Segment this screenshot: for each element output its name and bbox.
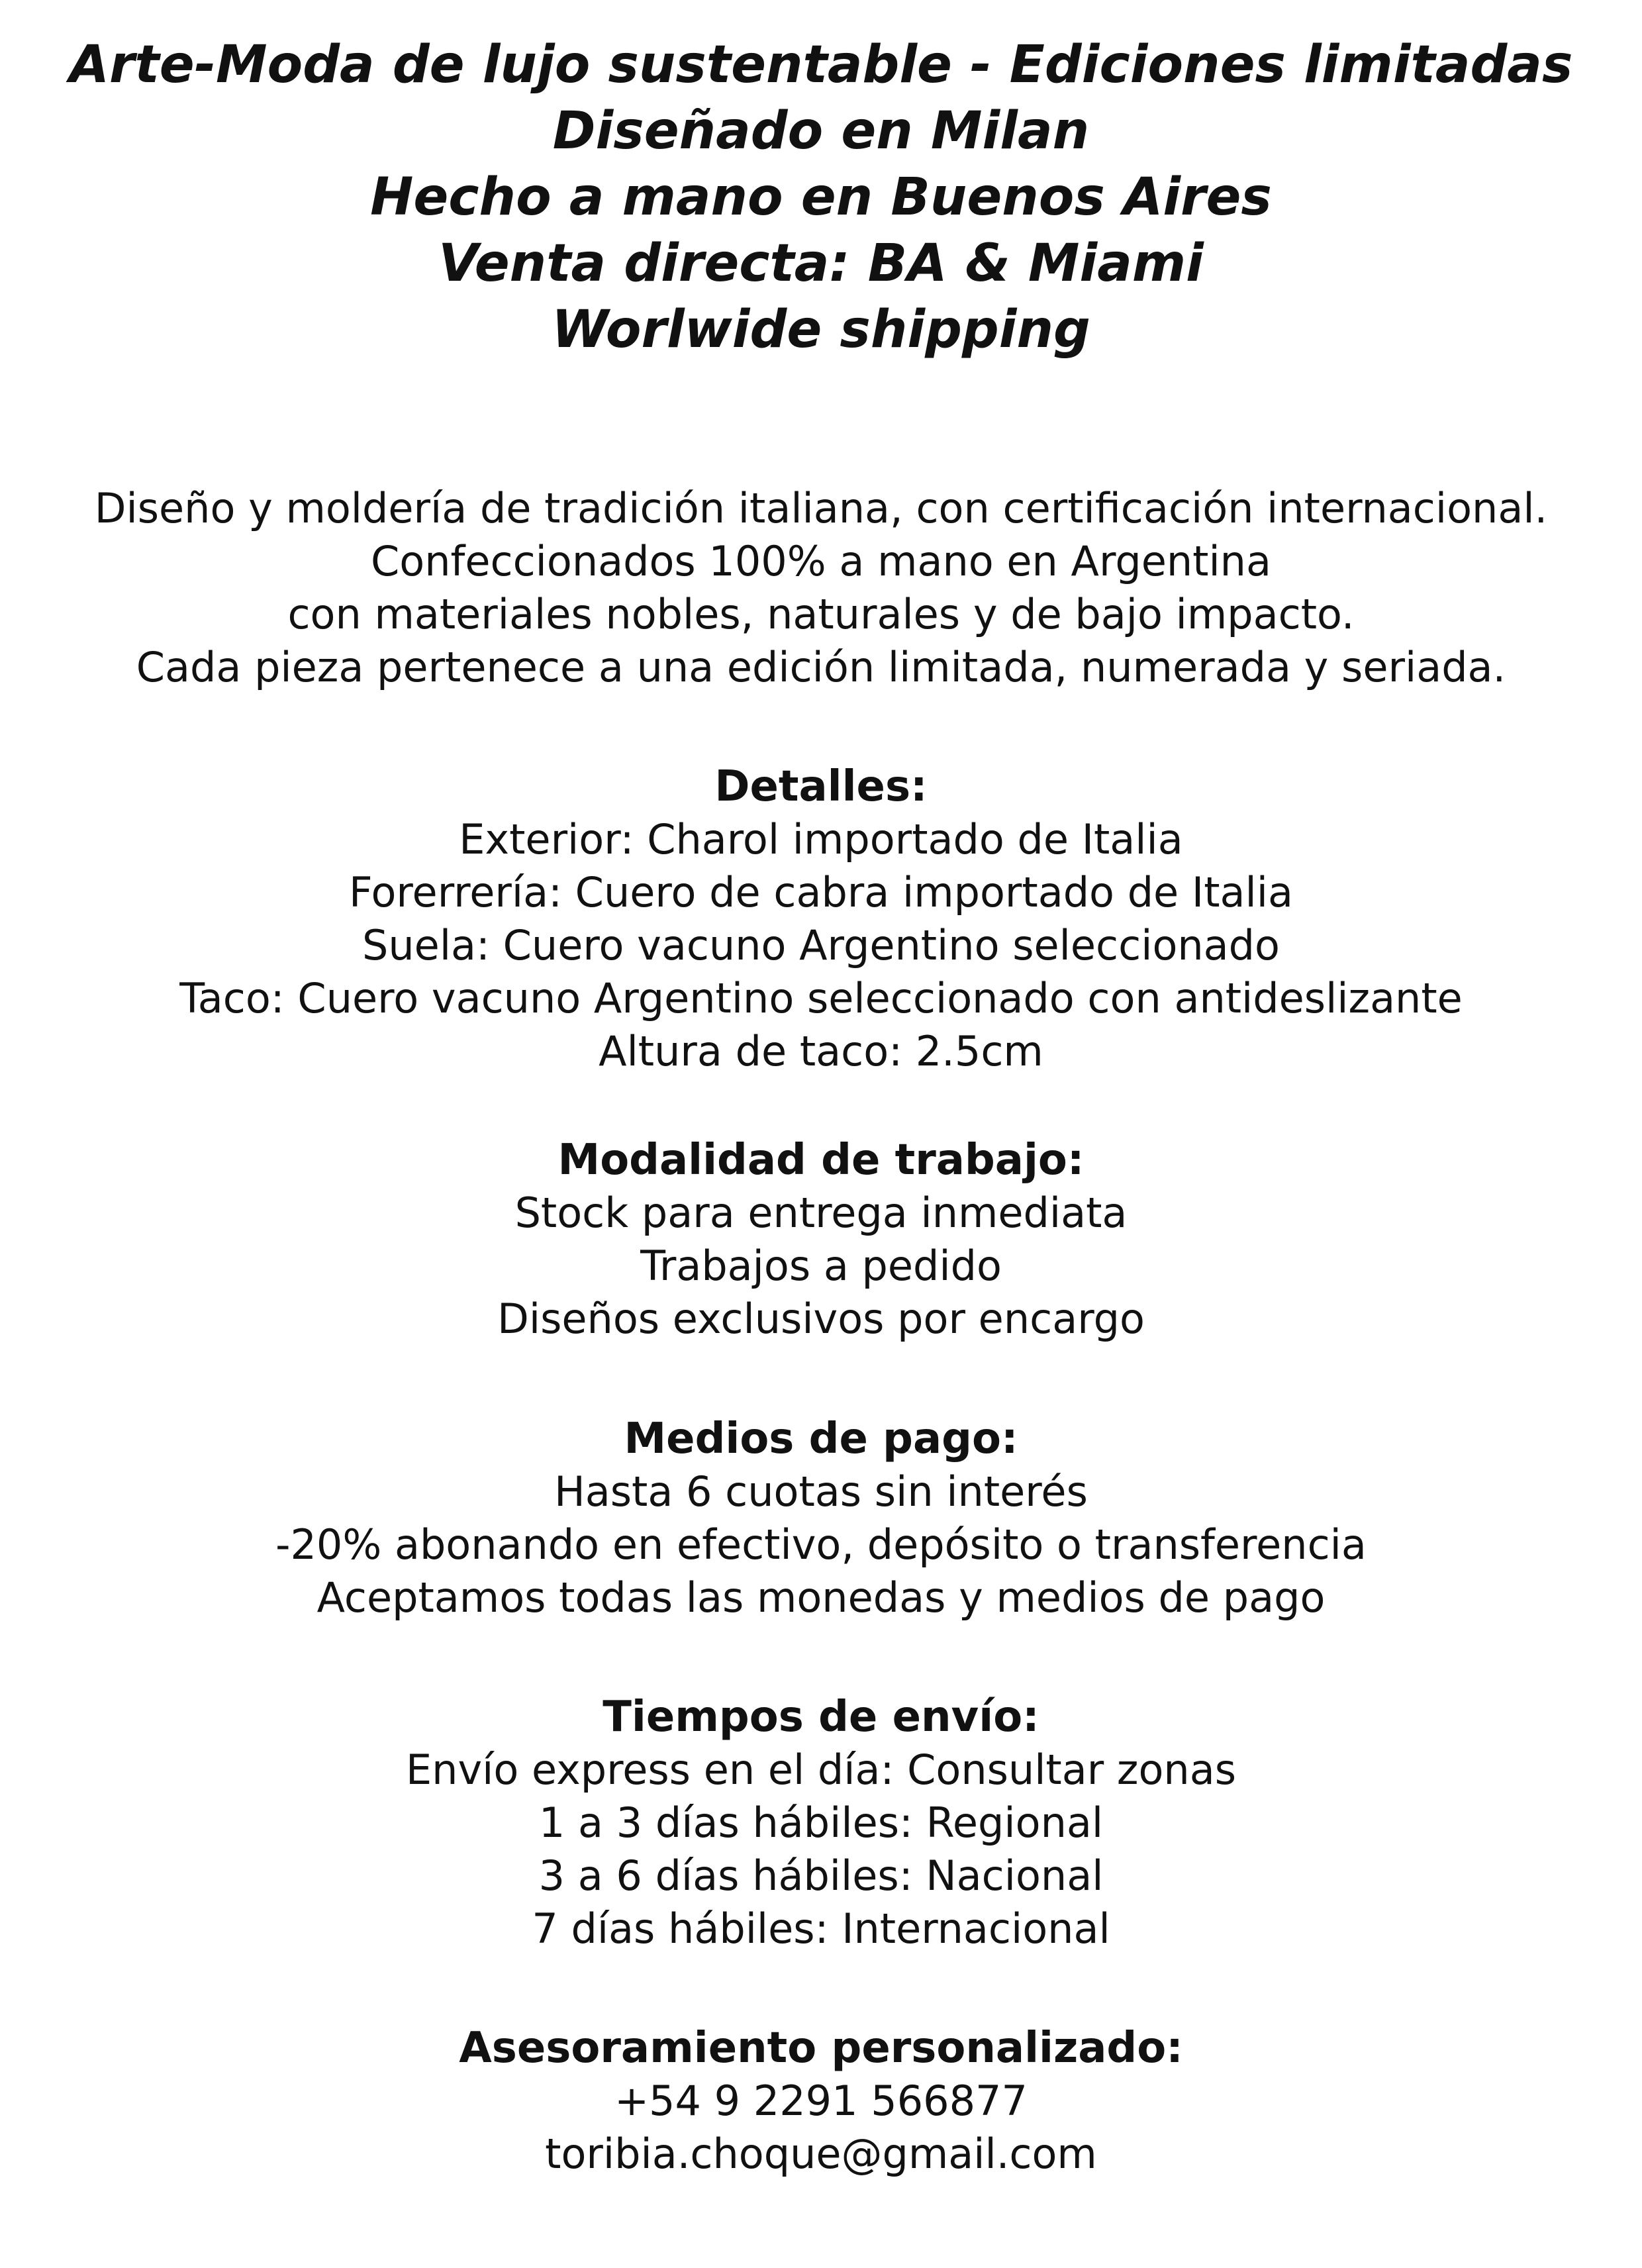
headline-line: Arte-Moda de lujo sustentable - Ediciones limitadas <box>69 35 1573 95</box>
headline-block <box>0 32 1642 363</box>
section-medios-de-pago <box>0 1412 1642 1624</box>
pago-line: Hasta 6 cuotas sin interés <box>554 1467 1088 1516</box>
section-detalles <box>0 760 1642 1078</box>
detail-line: Taco: Cuero vacuno Argentino seleccionado con antideslizante <box>179 974 1463 1022</box>
modalidad-line: Stock para entrega inmediata <box>514 1189 1128 1237</box>
phone-number: +54 9 2291 566877 <box>614 2077 1028 2125</box>
modalidad-line: Diseños exclusivos por encargo <box>497 1295 1145 1343</box>
section-heading: Medios de pago: <box>624 1414 1018 1463</box>
intro-line: Cada pieza pertenece a una edición limitada, numerada y seriada. <box>136 643 1506 691</box>
headline-line: Diseñado en Milan <box>552 101 1090 161</box>
section-heading: Modalidad de trabajo: <box>557 1136 1085 1185</box>
headline-line: Venta directa: BA & Miami <box>438 234 1204 293</box>
intro-line: Diseño y moldería de tradición italiana, con certificación internacional. <box>94 484 1548 532</box>
section-modalidad <box>0 1134 1642 1346</box>
intro-line: Confeccionados 100% a mano en Argentina <box>371 537 1271 585</box>
section-heading: Detalles: <box>714 762 928 811</box>
intro-paragraph <box>0 482 1642 694</box>
detail-line: Suela: Cuero vacuno Argentino seleccionado <box>362 921 1280 969</box>
envio-line: Envío express en el día: Consultar zonas <box>405 1746 1237 1794</box>
detail-line: Exterior: Charol importado de Italia <box>459 815 1183 863</box>
section-asesoramiento <box>0 2022 1642 2181</box>
modalidad-line: Trabajos a pedido <box>640 1242 1002 1290</box>
pago-line: -20% abonando en efectivo, depósito o transferencia <box>275 1520 1367 1569</box>
section-tiempos-de-envio <box>0 1691 1642 1955</box>
detail-line: Altura de taco: 2.5cm <box>599 1027 1043 1075</box>
email-address: toribia.choque@gmail.com <box>545 2130 1097 2178</box>
envio-line: 1 a 3 días hábiles: Regional <box>538 1799 1104 1847</box>
headline-line: Worlwide shipping <box>552 300 1090 360</box>
section-heading: Asesoramiento personalizado: <box>459 2024 1183 2073</box>
intro-line: con materiales nobles, naturales y de bajo impacto. <box>287 590 1355 638</box>
envio-line: 3 a 6 días hábiles: Nacional <box>538 1851 1104 1900</box>
section-heading: Tiempos de envío: <box>603 1693 1039 1742</box>
envio-line: 7 días hábiles: Internacional <box>532 1904 1110 1953</box>
pago-line: Aceptamos todas las monedas y medios de pago <box>316 1573 1326 1622</box>
detail-line: Forerrería: Cuero de cabra importado de Italia <box>349 868 1293 916</box>
headline-line: Hecho a mano en Buenos Aires <box>370 168 1272 227</box>
